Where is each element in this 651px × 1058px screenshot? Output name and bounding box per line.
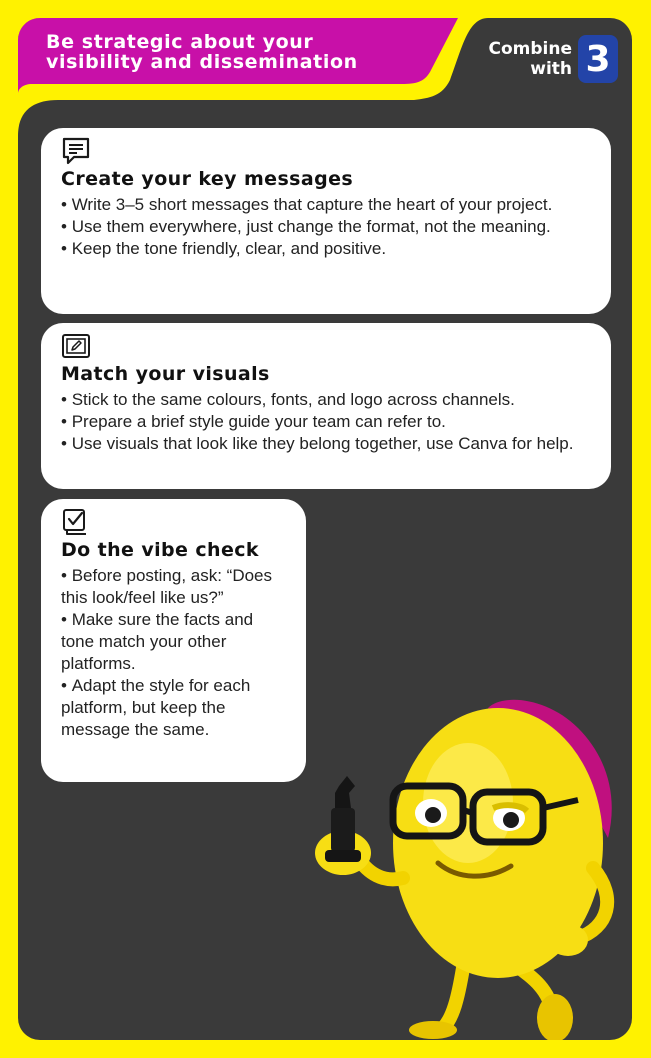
header-title-line-1: Be strategic about your xyxy=(46,31,314,53)
lemon-mascot-with-chess-piece-icon xyxy=(273,668,632,1040)
tip-item: • Prepare a brief style guide your team can refer to. xyxy=(61,411,593,433)
tip-item: • Use them everywhere, just change the format, not the meaning. xyxy=(61,216,593,238)
header-title-line-2: visibility and dissemination xyxy=(46,51,358,73)
tip-item: • Adapt the style for each platform, but keep the message the same. xyxy=(61,675,288,741)
tip-list xyxy=(61,389,593,455)
tip-card-key-messages xyxy=(41,128,611,314)
tip-item: • Make sure the facts and tone match your other platforms. xyxy=(61,609,288,675)
tip-list xyxy=(61,194,593,260)
strategy-card xyxy=(18,18,632,1040)
tip-card-match-visuals xyxy=(41,323,611,489)
framed-picture-icon xyxy=(61,331,91,361)
tip-list xyxy=(61,565,288,741)
checkbox-icon xyxy=(61,507,91,537)
tip-item: • Stick to the same colours, fonts, and logo across channels. xyxy=(61,389,593,411)
tip-item: • Keep the tone friendly, clear, and positive. xyxy=(61,238,593,260)
combine-with-indicator xyxy=(476,34,618,84)
combine-label-line-1: Combine xyxy=(488,39,572,59)
tip-title: Create your key messages xyxy=(61,168,354,190)
tip-item: • Before posting, ask: “Does this look/feel like us?” xyxy=(61,565,288,609)
tip-item: • Write 3–5 short messages that capture the heart of your project. xyxy=(61,194,593,216)
tip-title: Match your visuals xyxy=(61,363,270,385)
header-title xyxy=(46,32,406,72)
tip-title: Do the vibe check xyxy=(61,539,259,561)
combine-label-line-2: with xyxy=(530,59,572,79)
tip-card-vibe-check xyxy=(41,499,306,782)
combine-number-badge: 3 xyxy=(578,35,618,83)
combine-label xyxy=(476,39,572,79)
tip-item: • Use visuals that look like they belong together, use Canva for help. xyxy=(61,433,593,455)
speech-bubble-icon xyxy=(61,136,91,166)
